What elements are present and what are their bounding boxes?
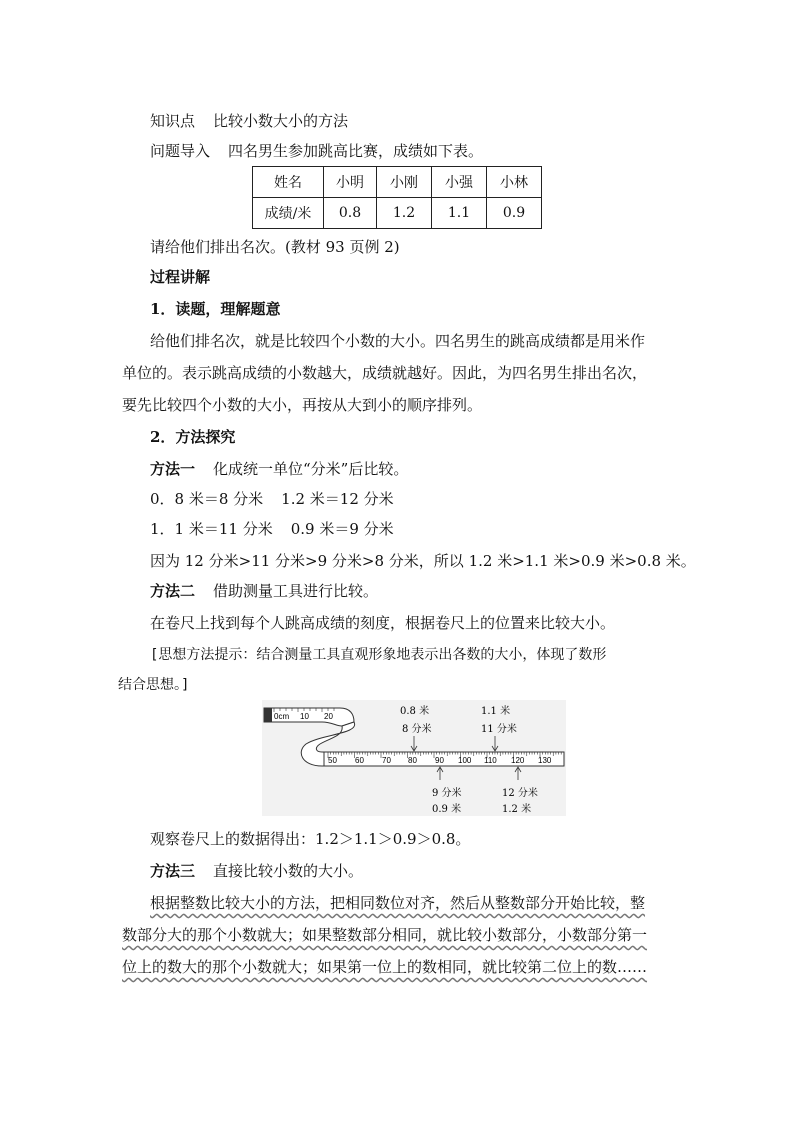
tape-top-tick: 10 [300, 712, 309, 721]
table-cell: 小刚 [377, 167, 432, 198]
tape-tick-label: 50 [328, 756, 337, 765]
annotation-0.9m: 0.9 米 [432, 804, 462, 815]
conversion-text: 1．1 米＝11 分米 [150, 520, 273, 538]
method3-text: 直接比较小数的大小。 [213, 862, 364, 880]
method2-label: 方法二 [150, 582, 196, 600]
method3-label: 方法三 [150, 862, 196, 880]
intro-label: 问题导入 [150, 142, 211, 160]
score-table [252, 166, 542, 229]
tape-measure-svg [262, 700, 566, 816]
step1-paragraph-line: 给他们排名次，就是比较四个小数的大小。四名男生的跳高成绩都是用米作 [150, 332, 646, 350]
tape-top-tick: 20 [324, 712, 333, 721]
method3-paragraph-line: 位上的数大的那个小数就大；如果第一位上的数相同，就比较第二位上的数…… [122, 958, 648, 976]
table-cell: 小明 [324, 167, 377, 198]
tape-tick-label: 130 [538, 756, 552, 765]
method1-conversion-1 [150, 488, 394, 510]
annotation-12dm: 12 分米 [502, 788, 538, 799]
table-cell: 1.1 [432, 198, 487, 229]
table-row [253, 198, 542, 229]
method1-line [150, 458, 408, 480]
intro-line [150, 140, 483, 162]
method-hint-line: [思想方法提示：结合测量工具直观形象地表示出各数的大小，体现了数形 [150, 647, 607, 663]
tape-end-tab [264, 708, 272, 722]
method2-line [150, 580, 378, 602]
step1-paragraph-line: 单位的。表示跳高成绩的小数越大，成绩就越好。因此，为四名男生排出名次， [122, 364, 648, 382]
method1-text: 化成统一单位“分米”后比较。 [213, 460, 409, 478]
tape-tick-label: 90 [435, 756, 444, 765]
table-header-row [253, 167, 542, 198]
intro-text: 四名男生参加跳高比赛，成绩如下表。 [228, 142, 484, 160]
tape-tick-label: 100 [458, 756, 472, 765]
step1-paragraph-line: 要先比较四个小数的大小，再按从大到小的顺序排列。 [122, 396, 483, 414]
annotation-8dm: 8 分米 [402, 724, 432, 735]
method1-label: 方法一 [150, 460, 196, 478]
method2-text: 借助测量工具进行比较。 [213, 582, 379, 600]
annotation-1.1m: 1.1 米 [481, 706, 511, 717]
tape-tick-label: 80 [408, 756, 417, 765]
method3-paragraph-line: 根据整数比较大小的方法，把相同数位对齐，然后从整数部分开始比较，整 [150, 894, 646, 912]
section-title [150, 110, 348, 132]
table-cell: 成绩/米 [253, 198, 324, 229]
method2-observation: 观察卷尺上的数据得出：1.2＞1.1＞0.9＞0.8。 [150, 830, 471, 848]
annotation-1.2m: 1.2 米 [502, 804, 532, 815]
section-topic: 比较小数大小的方法 [213, 112, 349, 130]
conversion-text: 0.9 米＝9 分米 [290, 520, 394, 538]
process-heading: 过程讲解 [150, 268, 211, 286]
table-cell: 1.2 [377, 198, 432, 229]
annotation-11dm: 11 分米 [481, 724, 517, 735]
table-cell: 小林 [487, 167, 542, 198]
tape-measure-figure [262, 700, 566, 816]
conversion-text: 0．8 米＝8 分米 [150, 490, 264, 508]
tape-tick-label: 110 [484, 756, 497, 765]
method3-paragraph-line: 数部分大的那个小数就大；如果整数部分相同，就比较小数部分，小数部分第一 [122, 926, 648, 944]
annotation-9dm: 9 分米 [432, 788, 462, 799]
table-cell: 小强 [432, 167, 487, 198]
conversion-text: 1.2 米＝12 分米 [281, 490, 394, 508]
table-cell: 姓名 [253, 167, 324, 198]
tape-top-tick: 0cm [274, 712, 290, 721]
step2-heading: 2．方法探究 [150, 428, 236, 446]
method1-conversion-2 [150, 518, 394, 540]
table-cell: 0.9 [487, 198, 542, 229]
method3-line [150, 860, 363, 882]
task-text: 请给他们排出名次。(教材 93 页例 2) [150, 238, 400, 256]
tape-tick-label: 60 [355, 756, 364, 765]
tape-tick-label: 70 [382, 756, 391, 765]
annotation-0.8m: 0.8 米 [400, 706, 430, 717]
method2-description: 在卷尺上找到每个人跳高成绩的刻度，根据卷尺上的位置来比较大小。 [150, 614, 616, 632]
method-hint-line: 结合思想。] [118, 677, 190, 693]
table-cell: 0.8 [324, 198, 377, 229]
method1-conclusion: 因为 12 分米>11 分米>9 分米>8 分米，所以 1.2 米>1.1 米>0.9 米>0.8 米。 [150, 552, 696, 570]
section-label: 知识点 [150, 112, 196, 130]
step1-heading: 1．读题，理解题意 [150, 300, 281, 318]
tape-tick-label: 120 [511, 756, 525, 765]
